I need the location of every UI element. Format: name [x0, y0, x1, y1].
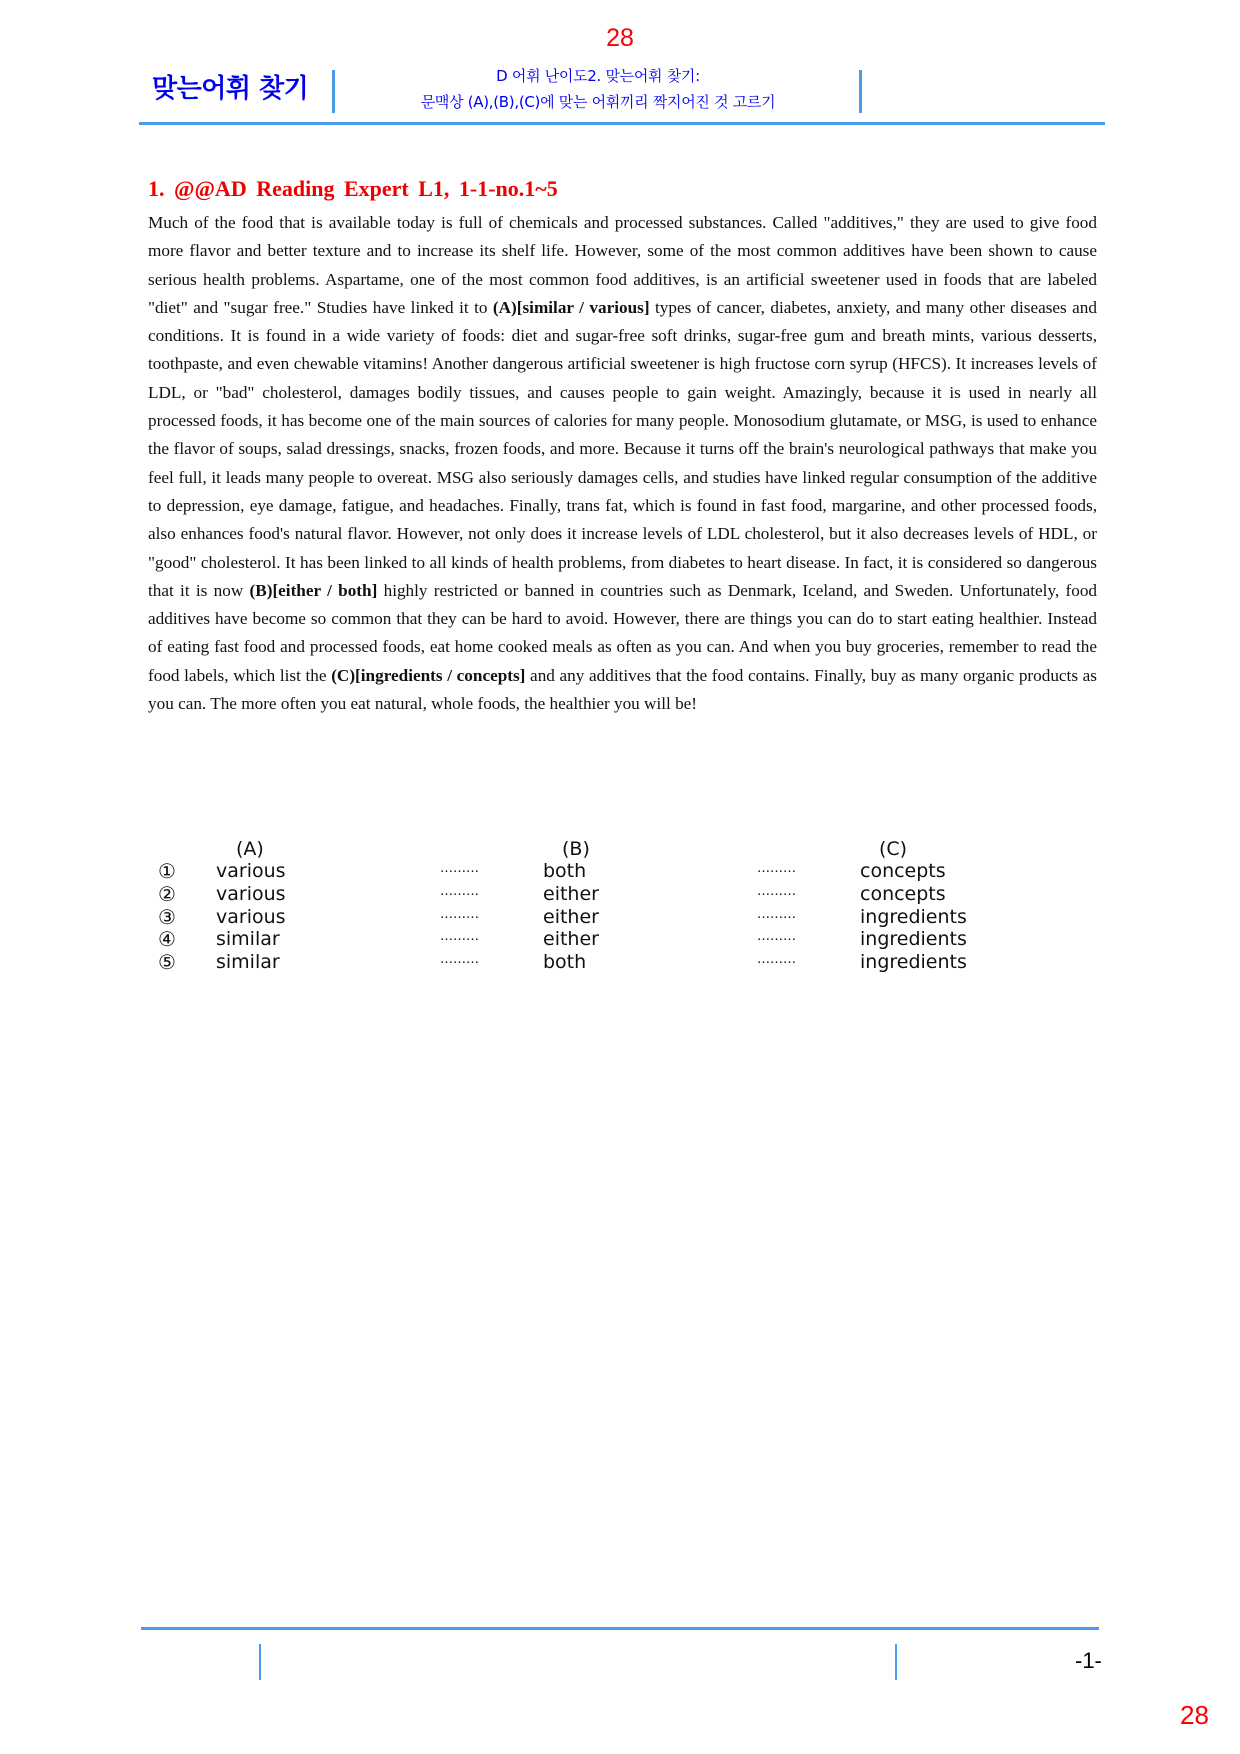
- dotted-separator: ………: [440, 906, 479, 922]
- header-subtitle-line2: 문맥상 (A),(B),(C)에 맞는 어휘끼리 짝지어진 것 고르기: [420, 93, 776, 111]
- passage: [148, 209, 1097, 718]
- choice-option-2[interactable]: [0, 883, 1240, 906]
- blank-b: (B)[either / both]: [249, 580, 378, 600]
- header-divider-left: [332, 70, 335, 113]
- dotted-separator: ………: [757, 861, 796, 876]
- blank-a: (A)[similar / various]: [492, 297, 650, 317]
- choice-a-value: various: [216, 882, 286, 905]
- choice-a-value: various: [216, 860, 286, 882]
- dotted-separator: ………: [440, 952, 479, 968]
- header-divider-right: [859, 70, 862, 113]
- choice-a-value: various: [216, 905, 286, 928]
- choice-c-value: ingredients: [860, 951, 967, 974]
- choice-option-4[interactable]: [0, 928, 1240, 951]
- dotted-separator: ………: [440, 883, 479, 899]
- footer-divider-left: [259, 1644, 261, 1680]
- passage-part-3: highly restricted or banned in countries such as Denmark, Iceland, and Sweden. Unfortunately, food additives have become so common that they can be hard to avoid. However, there are things you can do to start eating healthier. Instead of eating fast food and processed foods, eat home cooked meals as often as you can. And when you buy groceries, remember to read the food labels, which list the: [148, 580, 1098, 685]
- choice-a-value: similar: [216, 928, 280, 951]
- header-title: 맞는어휘 찾기: [152, 74, 309, 104]
- choice-b-value: either: [543, 928, 599, 951]
- choice-option-5[interactable]: [0, 951, 1240, 974]
- footer-divider-right: [895, 1644, 897, 1680]
- choice-b-value: both: [543, 951, 587, 974]
- column-header-a: (A): [236, 838, 264, 860]
- footer-rule: [141, 1627, 1099, 1630]
- footer-page-label: -1-: [1075, 1648, 1102, 1673]
- passage-part-2: types of cancer, diabetes, anxiety, and many other diseases and conditions. It is found in a wide variety of foods: diet and sugar-free soft drinks, sugar-free gum and breath mints, various desserts, toothpaste, and even chewable vitamins! Another dangerous artificial sweetener is high fructose corn syrup (HFCS). It increases levels of LDL, or "bad" cholesterol, damages bodily tissues, and causes people to gain weight. Amazingly, because it is used in nearly all processed foods, it has become one of the main sources of calories for many people. Monosodium glutamate, or MSG, is used to enhance the flavor of soups, salad dressings, snacks, frozen foods, and more. Because it turns off the brain's neurological pathways that make you feel full, it leads many people to overeat. MSG also seriously damages cells, and studies have linked regular consumption of the additive to depression, eye damage, fatigue, and headaches. Finally, trans fat, which is found in fast food, margarine, and other processed foods, also enhances food's natural flavor. However, not only does it increase levels of LDL cholesterol, but it also decreases levels of HDL, or "good" cholesterol. It has been linked to all kinds of health problems, from diabetes to heart disease. In fact, it is considered so dangerous that it is now: [148, 297, 1097, 600]
- column-header-b: (B): [562, 838, 590, 860]
- choice-number: ③: [158, 904, 176, 929]
- choice-number: ⑤: [158, 950, 176, 975]
- choice-option-1[interactable]: [0, 860, 1240, 883]
- choice-a-value: similar: [216, 951, 280, 974]
- column-header-c: (C): [879, 838, 908, 860]
- choice-option-3[interactable]: [0, 906, 1240, 929]
- header-rule: [139, 122, 1105, 125]
- dotted-separator: ………: [440, 861, 479, 876]
- passage-part-4: and any additives that the food contains. Finally, buy as many organic products as you can. The more often you eat natural, whole foods, the healthier you will be!: [148, 665, 1097, 714]
- choice-b-value: either: [543, 882, 599, 905]
- choice-number: ①: [158, 859, 176, 883]
- page-number-top: 28: [606, 24, 634, 52]
- choice-c-value: concepts: [860, 882, 946, 905]
- choice-c-value: ingredients: [860, 928, 967, 951]
- choices-header-row: [0, 838, 1240, 861]
- dotted-separator: ………: [757, 883, 796, 899]
- choice-c-value: concepts: [860, 860, 946, 882]
- question-title: 1. @@AD Reading Expert L1, 1-1-no.1~5: [148, 176, 558, 201]
- choice-number: ④: [158, 927, 176, 952]
- dotted-separator: ………: [757, 952, 796, 968]
- page-number-bottom: 28: [1180, 1700, 1209, 1730]
- blank-c: (C)[ingredients / concepts]: [331, 665, 526, 685]
- choice-b-value: both: [543, 860, 587, 882]
- choice-c-value: ingredients: [860, 905, 967, 928]
- passage-part-1: Much of the food that is available today is full of chemicals and processed substances. Called "additives," they are used to give food more flavor and better texture and to increase its shelf life. However, some of the most common additives have been shown to cause serious health problems. Aspartame, one of the most common food additives, is an artificial sweetener used in foods that are labeled "diet" and "sugar free." Studies have linked it to: [148, 213, 1097, 317]
- dotted-separator: ………: [757, 929, 796, 945]
- choice-number: ②: [158, 881, 176, 906]
- dotted-separator: ………: [757, 906, 796, 922]
- choice-b-value: either: [543, 905, 599, 928]
- dotted-separator: ………: [440, 929, 479, 945]
- header-subtitle-line1: D 어휘 난이도2. 맞는어휘 찾기:: [496, 67, 700, 85]
